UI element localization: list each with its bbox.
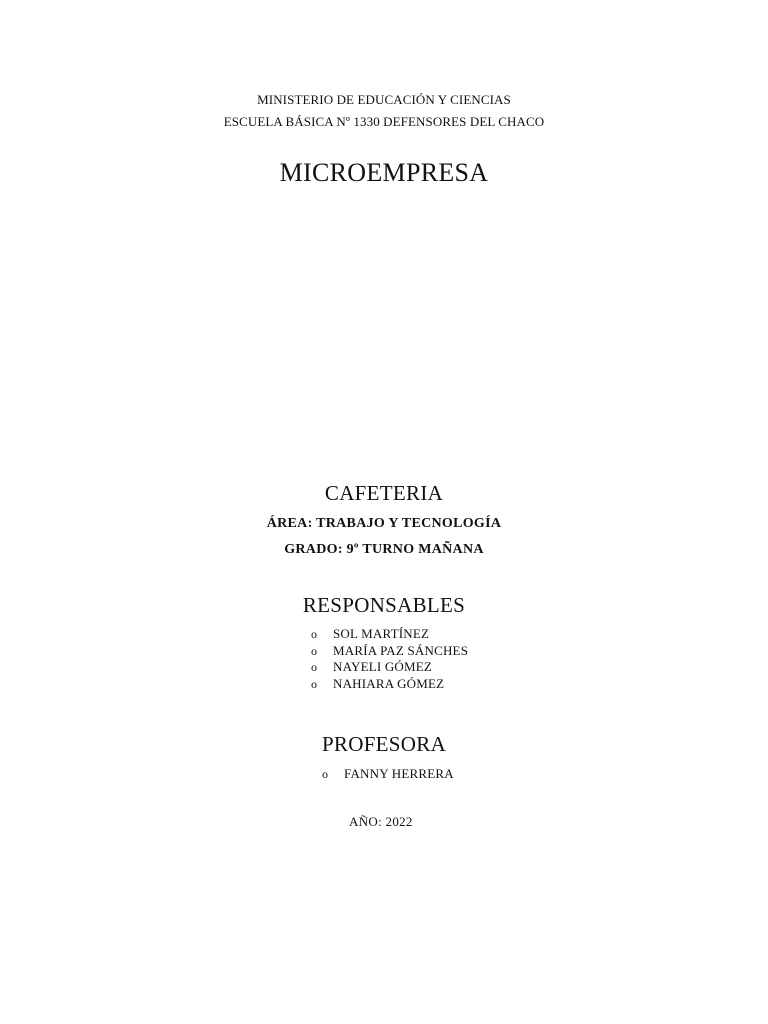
bullet-icon: o — [311, 660, 318, 674]
ministry-line: MINISTERIO DE EDUCACIÓN Y CIENCIAS — [257, 92, 511, 107]
bullet-icon: o — [311, 627, 318, 641]
list-item — [311, 676, 468, 693]
responsable-name: MARÍA PAZ SÁNCHES — [333, 642, 469, 658]
business-name: CAFETERIA — [324, 481, 444, 505]
bullet-icon: o — [322, 767, 329, 781]
profesora-name: FANNY HERRERA — [344, 766, 454, 781]
list-item — [311, 643, 468, 660]
bullet-icon: o — [311, 643, 318, 658]
list-item — [322, 766, 454, 783]
responsable-name: SOL MARTÍNEZ — [333, 626, 430, 641]
school-line: ESCUELA BÁSICA Nº 1330 DEFENSORES DEL CHACO — [223, 114, 545, 129]
responsable-name: NAHIARA GÓMEZ — [333, 675, 445, 691]
area-line: ÁREA: TRABAJO Y TECNOLOGÍA — [266, 516, 502, 531]
bullet-icon: o — [311, 676, 318, 691]
responsable-name: NAYELI GÓMEZ — [333, 659, 433, 674]
responsables-heading: RESPONSABLES — [302, 593, 466, 617]
list-item — [311, 659, 468, 676]
year-line: AÑO: 2022 — [349, 814, 413, 829]
responsables-list — [311, 626, 468, 692]
grade-line: GRADO: 9º TURNO MAÑANA — [284, 542, 484, 557]
profesora-heading: PROFESORA — [321, 732, 447, 756]
list-item — [311, 626, 468, 643]
document-title: MICROEMPRESA — [279, 158, 489, 187]
profesora-list — [322, 766, 454, 783]
